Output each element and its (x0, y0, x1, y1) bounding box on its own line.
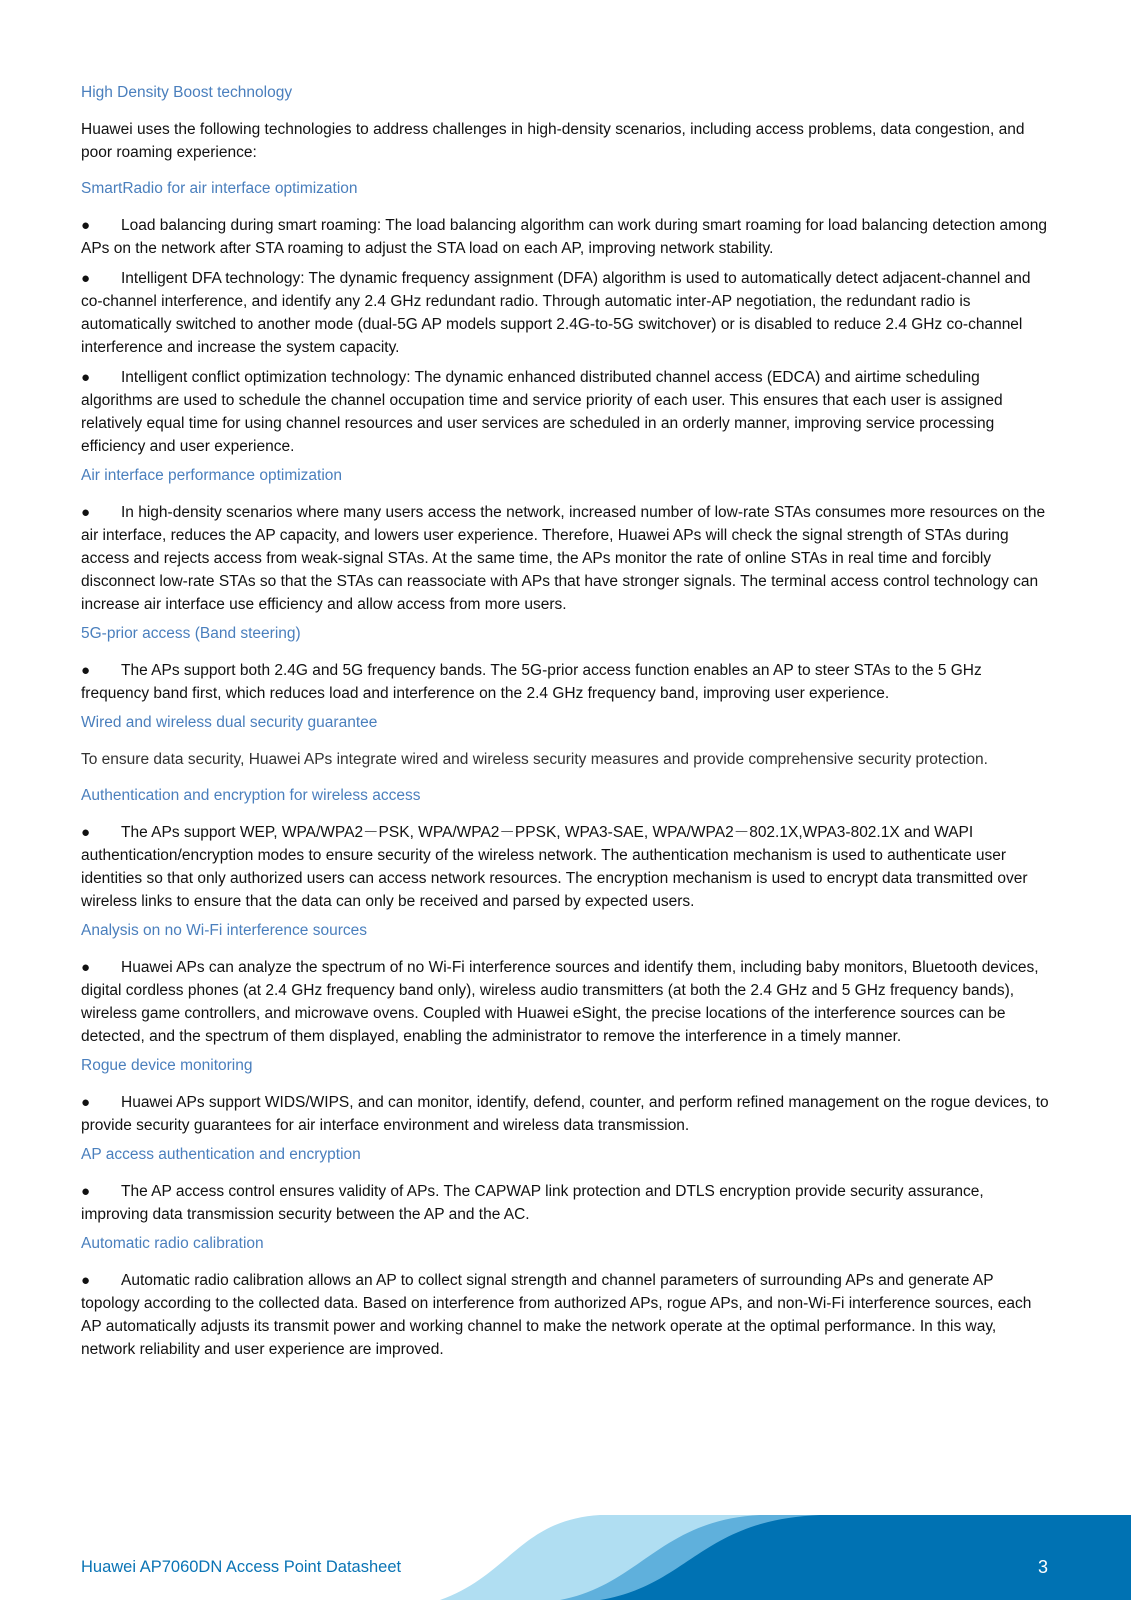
bullet-icon: ● (81, 1094, 91, 1111)
section-paragraph: Huawei uses the following technologies to address challenges in high-density scenarios, including access problems, data congestion, and poor roaming experience: (81, 121, 1025, 161)
document-body (81, 82, 1051, 1368)
section-high-density-boost (81, 82, 1051, 164)
bullet-icon: ● (81, 1183, 91, 1200)
section-heading: High Density Boost technology (81, 84, 293, 101)
section-wireless-auth (81, 785, 1051, 913)
bullet-item (81, 501, 1051, 616)
bullet-icon: ● (81, 504, 91, 521)
bullet-text: Huawei APs can analyze the spectrum of no Wi-Fi interference sources and identify them, including baby monitors, Bluetooth devices, digital cordless phones (at 2.4 GHz frequency band only), wireless audio transmitters (at both the 2.4 GHz and 5 GHz frequency bands), wireless game controllers, and microwave ovens. Coupled with Huawei eSight, the precise locations of the interference sources can be detected, and the spectrum of them displayed, enabling the administrator to remove the interference in a timely manner. (81, 959, 1039, 1045)
section-heading: Automatic radio calibration (81, 1235, 264, 1252)
section-heading: Analysis on no Wi-Fi interference sources (81, 922, 368, 939)
section-heading: Wired and wireless dual security guarantee (81, 714, 378, 731)
section-dual-security (81, 712, 1051, 771)
bullet-text: Automatic radio calibration allows an AP to collect signal strength and channel parameters of surrounding APs and generate AP topology according to the collected data. Based on interference from authorized APs, rogue APs, and non-Wi-Fi interference sources, each AP automatically adjusts its transmit power and working channel to make the network operate at the optimal performance. In this way, network reliability and user experience are improved. (81, 1272, 1032, 1358)
bullet-item (81, 214, 1051, 260)
bullet-item (81, 821, 1051, 913)
page-number: 3 (1038, 1557, 1049, 1577)
bullet-item (81, 366, 1051, 458)
section-radio-calibration (81, 1233, 1051, 1361)
bullet-item (81, 267, 1051, 359)
bullet-text: Intelligent conflict optimization technology: The dynamic enhanced distributed channel access (EDCA) and airtime scheduling algorithms are used to schedule the channel occupation time and service priority of each user. This ensures that each user is assigned relatively equal time for using channel resources and user services are scheduled in an orderly manner, improving service processing efficiency and user experience. (81, 369, 1003, 455)
bullet-text: The AP access control ensures validity of APs. The CAPWAP link protection and DTLS encryption provide security assurance, improving data transmission security between the AP and the AC. (81, 1183, 984, 1223)
bullet-text: The APs support WEP, WPA/WPA2－PSK, WPA/WPA2－PPSK, WPA3-SAE, WPA/WPA2－802.1X,WPA3-802.1X and WAPI authentication/encryption modes to ensure security of the wireless network. The authentication mechanism is used to authenticate user identities so that only authorized users can access network resources. The encryption mechanism is used to encrypt data transmitted over wireless links to ensure that the data can only be received and parsed by expected users. (81, 824, 1028, 910)
bullet-text: The APs support both 2.4G and 5G frequency bands. The 5G-prior access function enables an AP to steer STAs to the 5 GHz frequency band first, which reduces load and interference on the 2.4 GHz frequency band, improving user experience. (81, 662, 982, 702)
bullet-text: Huawei APs support WIDS/WIPS, and can monitor, identify, defend, counter, and perform refined management on the rogue devices, to provide security guarantees for air interface environment and wireless data transmission. (81, 1094, 1049, 1134)
bullet-item (81, 1091, 1051, 1137)
section-rogue-monitoring (81, 1055, 1051, 1137)
section-band-steering (81, 623, 1051, 705)
bullet-text: In high-density scenarios where many users access the network, increased number of low-rate STAs consumes more resources on the air interface, reduces the AP capacity, and lowers user experience. Therefore, Huawei APs will check the signal strength of STAs during access and rejects access from weak-signal STAs. At the same time, the APs monitor the rate of online STAs in real time and forcibly disconnect low-rate STAs so that the STAs can reassociate with APs that have stronger signals. The terminal access control technology can increase air interface use efficiency and allow access from more users. (81, 504, 1046, 613)
bullet-icon: ● (81, 270, 91, 287)
bullet-icon: ● (81, 824, 91, 841)
bullet-icon: ● (81, 1272, 91, 1289)
section-paragraph: To ensure data security, Huawei APs integrate wired and wireless security measures and provide comprehensive security protection. (81, 751, 988, 768)
section-heading: Rogue device monitoring (81, 1057, 253, 1074)
section-ap-access-auth (81, 1144, 1051, 1226)
page-footer (0, 1515, 1131, 1600)
bullet-item (81, 956, 1051, 1048)
bullet-text: Load balancing during smart roaming: The load balancing algorithm can work during smart roaming for load balancing detection among APs on the network after STA roaming to adjust the STA load on each AP, improving network stability. (81, 217, 1047, 257)
section-heading: Authentication and encryption for wireless access (81, 787, 421, 804)
bullet-text: Intelligent DFA technology: The dynamic frequency assignment (DFA) algorithm is used to automatically detect adjacent-channel and co-channel interference, and identify any 2.4 GHz redundant radio. Through automatic inter-AP negotiation, the redundant radio is automatically switched to another mode (dual-5G AP models support 2.4G-to-5G switchover) or is disabled to reduce 2.4 GHz co-channel interference and increase the system capacity. (81, 270, 1031, 356)
section-heading: Air interface performance optimization (81, 467, 343, 484)
bullet-item (81, 1180, 1051, 1226)
bullet-icon: ● (81, 959, 91, 976)
bullet-item (81, 1269, 1051, 1361)
bullet-icon: ● (81, 217, 91, 234)
footer-document-title: Huawei AP7060DN Access Point Datasheet (81, 1558, 402, 1576)
section-air-interface-optimization (81, 465, 1051, 616)
section-heading: 5G-prior access (Band steering) (81, 625, 301, 642)
section-smartradio (81, 178, 1051, 458)
bullet-icon: ● (81, 369, 91, 386)
section-heading: SmartRadio for air interface optimization (81, 180, 358, 197)
bullet-icon: ● (81, 662, 91, 679)
bullet-item (81, 659, 1051, 705)
section-heading: AP access authentication and encryption (81, 1146, 361, 1163)
section-interference-analysis (81, 920, 1051, 1048)
